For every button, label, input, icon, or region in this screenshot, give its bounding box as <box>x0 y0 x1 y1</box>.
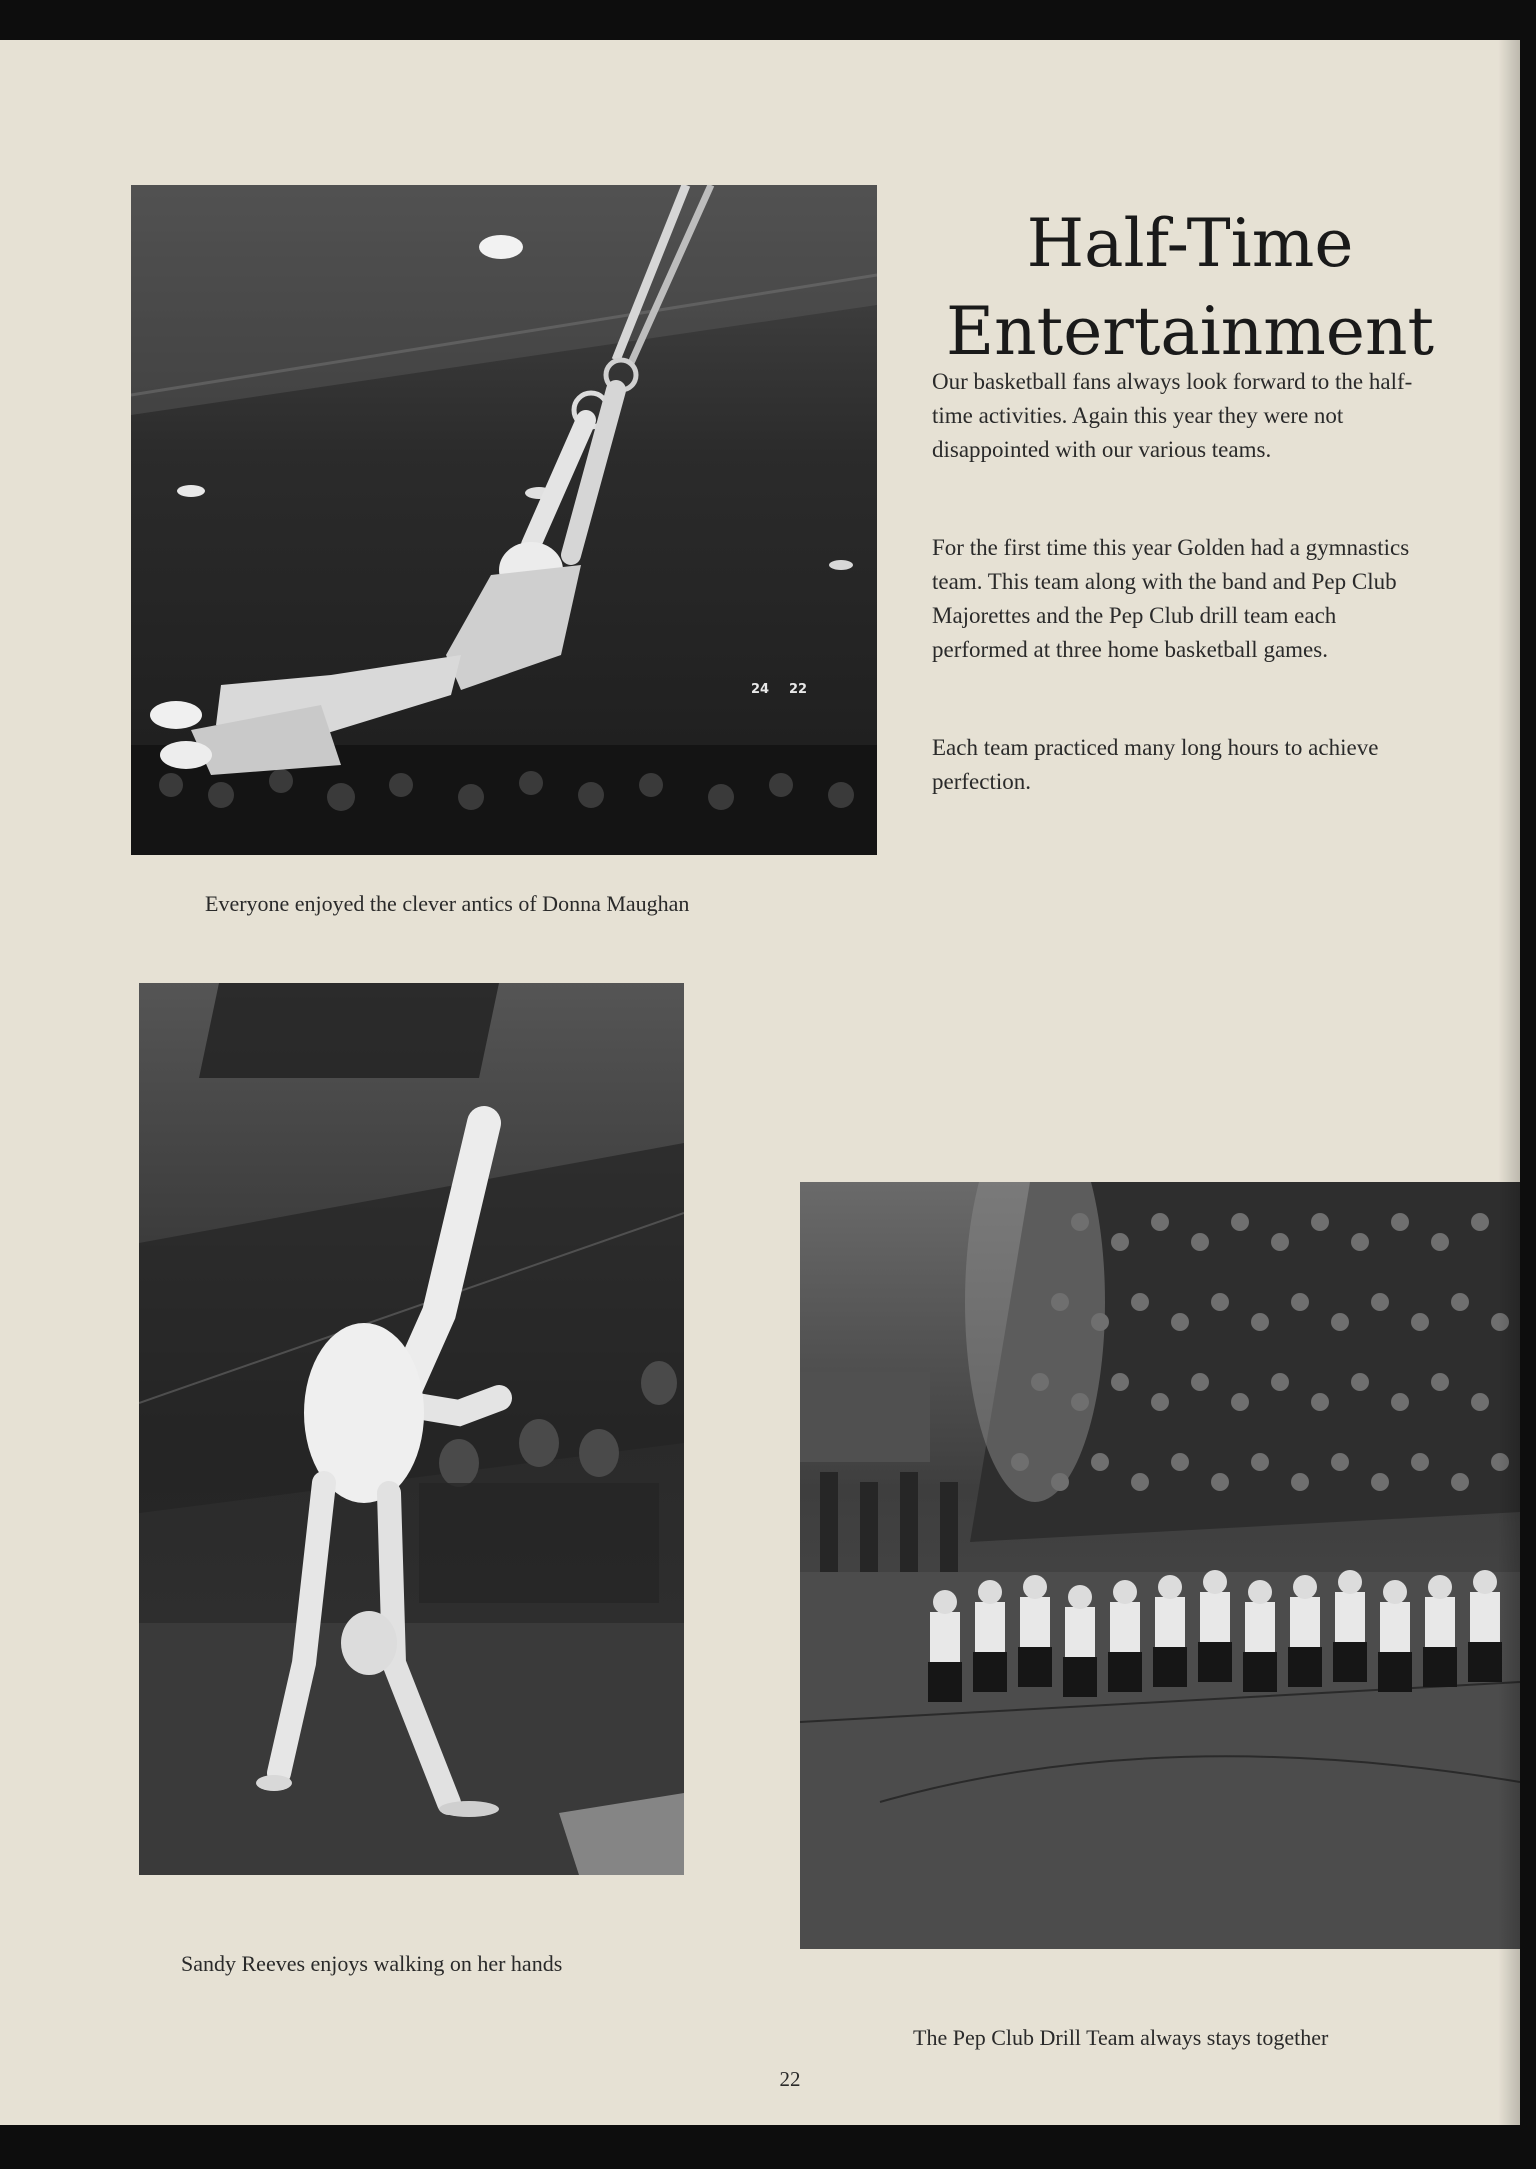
title-line-2: Entertainment <box>946 293 1434 370</box>
scoreboard-home: 24 <box>751 682 770 697</box>
handstand-photo <box>139 983 684 1875</box>
rings-caption: Everyone enjoyed the clever antics of Donna Maughan <box>205 891 690 916</box>
page-number: 22 <box>779 2067 801 2091</box>
scoreboard-visitor: 22 <box>789 682 808 697</box>
title-line-1: Half-Time <box>1026 205 1354 282</box>
body-paragraph-1: Our basketball fans always look forward to the half-time activities. Again this year they were not disappointed with our various teams. <box>932 369 1413 462</box>
page-title <box>900 200 1480 376</box>
drill-team-caption: The Pep Club Drill Team always stays together <box>913 2025 1329 2050</box>
body-paragraph-2: For the first time this year Golden had a gymnastics team. This team along with the band and Pep Club Majorettes and the Pep Club drill team each performed at three home basketball games. <box>932 535 1410 662</box>
body-paragraph-3: Each team practiced many long hours to achieve perfection. <box>932 735 1379 794</box>
drill-team-photo <box>800 1182 1520 1949</box>
rings-photo <box>131 185 877 855</box>
yearbook-page <box>0 40 1520 2125</box>
handstand-caption: Sandy Reeves enjoys walking on her hands <box>181 1951 563 1976</box>
page-edge-shadow <box>1498 40 1520 2125</box>
